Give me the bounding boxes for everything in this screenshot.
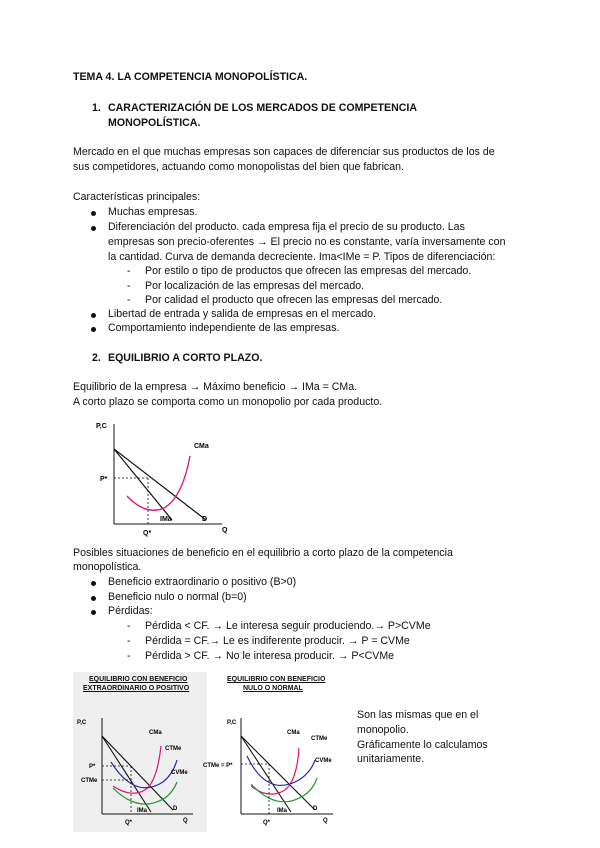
graph2-d-label: D: [173, 806, 178, 812]
bullet-dot: [91, 313, 96, 318]
bullet-losses: Pérdidas:: [108, 605, 153, 617]
loss-case-1: Pérdida < CF. → Le interesa seguir produciendo.→ P>CVMe: [145, 620, 431, 632]
bullet-free-entry: Libertad de entrada y salida de empresas en el mercado.: [108, 308, 376, 320]
sub-bullet-dash: -: [127, 265, 131, 277]
bullet-dot: [91, 610, 96, 615]
bullet-dot: [91, 211, 96, 216]
section2-paragraph1: Equilibrio de la empresa → Máximo beneficio → IMa = CMa.: [73, 381, 358, 393]
side-note-line3: Gráficamente lo calculamos: [357, 739, 488, 751]
side-note-line2: monopolio.: [357, 724, 409, 736]
graph3-axis-label: CTMe = P*: [203, 763, 233, 769]
bullet-positive-profit: Beneficio extraordinario o positivo (B>0): [108, 576, 297, 588]
sub-bullet-dash: -: [127, 650, 131, 662]
zero-profit-graph-panel: [203, 672, 347, 832]
graph2-title-line1: EQUILIBRIO CON BENEFICIO: [89, 676, 188, 683]
graph3-ima-line: [241, 736, 291, 812]
section1-number: 1.: [92, 102, 101, 114]
page-title: TEMA 4. LA COMPETENCIA MONOPOLÍSTICA.: [73, 71, 308, 83]
graph3-d-label: D: [313, 806, 318, 812]
section2-paragraph2: A corto plazo se comporta como un monopolio por cada producto.: [73, 396, 383, 408]
positive-profit-graph: [73, 694, 207, 830]
section2-heading: EQUILIBRIO A CORTO PLAZO.: [108, 352, 263, 364]
sub-bullet-dash: -: [127, 294, 131, 306]
bullet-differentiation-line3: la cantidad. Curva de demanda decreciente. Ima<IMe = P. Tipos de diferenciación:: [108, 251, 496, 263]
graph2-cvme-curve: [113, 782, 177, 804]
graph1-ima-label: IMa: [160, 516, 172, 523]
side-note-line1: Son las mismas que en el: [357, 709, 479, 721]
graph1-p-star: P*: [100, 476, 108, 483]
graph2-cma-label: CMa: [149, 730, 162, 736]
loss-case-3: Pérdida > CF. → No le interesa producir. → P<CVMe: [145, 650, 395, 662]
sub-bullet-style: Por estilo o tipo de productos que ofrecen las empresas del mercado.: [145, 265, 472, 277]
graph3-title-line1: EQUILIBRIO CON BENEFICIO: [227, 676, 326, 683]
graph3-cma-label: CMa: [287, 730, 300, 736]
bullet-many-firms: Muchas empresas.: [108, 206, 198, 218]
graph1-d-label: D: [202, 516, 208, 523]
bullet-differentiation-line2: empresas son precio-oferentes → El precio no es constante, varía inversamente con: [108, 236, 506, 248]
graph3-title-line2: NULO O NORMAL: [243, 685, 303, 692]
possible-situations-line1: Posibles situaciones de beneficio en el equilibrio a corto plazo de la competencia: [73, 547, 453, 559]
graph3-y-axis-label: P,C: [227, 720, 237, 726]
graph3-ima-label: IMa: [277, 808, 288, 814]
graph2-x-axis-label: Q: [183, 818, 188, 824]
section1-paragraph-line2: sus competidores, actuando como monopolistas del bien que fabrican.: [73, 161, 404, 173]
graph3-cvme-label: CVMe: [315, 758, 332, 764]
characteristics-label: Características principales:: [73, 191, 201, 203]
graph3-q-star: Q*: [263, 820, 271, 826]
graph2-ima-line: [102, 736, 151, 812]
sub-bullet-quality: Por calidad el producto que ofrecen las empresas del mercado.: [145, 294, 443, 306]
graph3-ctme-label: CTMe: [311, 736, 328, 742]
graph1-q-star: Q*: [143, 530, 152, 537]
bullet-independent: Comportamiento independiente de las empresas.: [108, 322, 340, 334]
bullet-zero-profit: Beneficio nulo o normal (b=0): [108, 591, 247, 603]
bullet-dot: [91, 596, 96, 601]
sub-bullet-dash: -: [127, 620, 131, 632]
graph2-ctme-axis-label: CTMe: [81, 778, 98, 784]
section1-heading-line2: MONOPOLÍSTICA.: [108, 117, 201, 129]
graph2-y-axis-label: P,C: [77, 720, 87, 726]
graph1-y-axis-label: P,C: [96, 423, 107, 430]
section2-number: 2.: [92, 352, 101, 364]
graph1-ima-line: [114, 449, 172, 520]
side-note-line4: unitariamente.: [357, 753, 425, 765]
loss-case-2: Pérdida = CF.→ Le es indiferente producir. → P = CVMe: [145, 635, 410, 647]
equilibrium-graph: [94, 416, 244, 542]
bullet-dot: [91, 581, 96, 586]
section1-paragraph-line1: Mercado en el que muchas empresas son capaces de diferenciar sus productos de los de: [73, 146, 495, 158]
sub-bullet-dash: -: [127, 635, 131, 647]
graph2-title-line2: EXTRAORDINARIO O POSITIVO: [83, 685, 190, 692]
graph1-x-axis-label: Q: [222, 527, 228, 534]
bullet-dot: [91, 226, 96, 231]
graph2-ctme-curve: [111, 760, 177, 788]
graph2-ctme-label: CTMe: [165, 746, 182, 752]
graph2-q-star: Q*: [125, 820, 133, 826]
graph1-cma-label: CMa: [194, 443, 209, 450]
bullet-dot: [91, 327, 96, 332]
zero-profit-graph: [203, 694, 347, 830]
possible-situations-line2: monopolística.: [73, 561, 142, 573]
bullet-differentiation-line1: Diferenciación del producto. cada empresa fija el precio de su producto. Las: [108, 221, 465, 233]
section1-heading-line1: CARACTERIZACIÓN DE LOS MERCADOS DE COMPETENCIA: [108, 102, 417, 114]
graph2-cvme-label: CVMe: [171, 770, 188, 776]
graph2-p-star: P*: [89, 764, 96, 770]
sub-bullet-dash: -: [127, 280, 131, 292]
sub-bullet-location: Por localización de las empresas del mercado.: [145, 280, 365, 292]
graph3-demand-line: [241, 736, 315, 810]
graph3-x-axis-label: Q: [323, 818, 328, 824]
graph2-ima-label: IMa: [137, 808, 148, 814]
positive-profit-graph-panel: [73, 672, 207, 832]
